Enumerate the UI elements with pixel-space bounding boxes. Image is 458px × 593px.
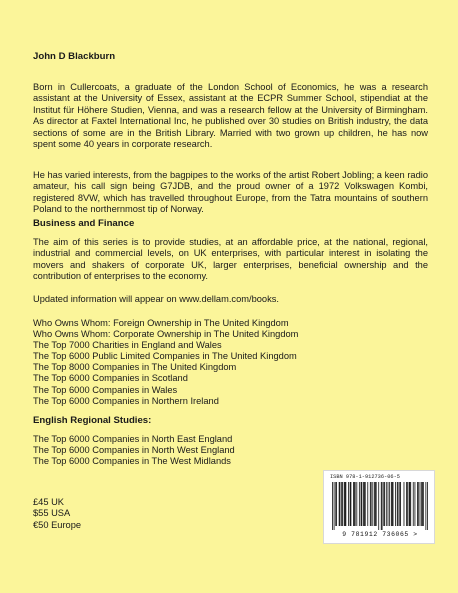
list-item: The Top 6000 Companies in North West England <box>33 445 235 456</box>
list-item: The Top 8000 Companies in The United Kingdom <box>33 362 237 373</box>
update-note: Updated information will appear on www.dellam.com/books. <box>33 294 279 304</box>
list-item: Who Owns Whom: Foreign Ownership in The United Kingdom <box>33 318 289 328</box>
list-item: The Top 7000 Charities in England and Wales <box>33 340 222 351</box>
isbn-barcode <box>323 470 435 544</box>
price-list <box>33 497 81 531</box>
regional-heading: English Regional Studies: <box>33 415 152 426</box>
price-europe: €50 Europe <box>33 519 82 530</box>
price-uk: £45 UK <box>33 497 65 507</box>
author-bio-paragraph-2: He has varied interests, from the bagpipes to the works of the artist Robert Jobling; a keen radio amateur, his call sign being G7JDB, and the proud owner of a 1972 Volkswagen Kombi, registered 8VW, which has travelled throughout Europe, from the Tatra mountains of southern Poland to the northernmost tip of Norway. <box>33 170 428 215</box>
list-item: The Top 6000 Companies in Scotland <box>33 373 188 384</box>
list-item: The Top 6000 Public Limited Companies in The United Kingdom <box>33 351 297 362</box>
list-item: The Top 6000 Companies in North East England <box>33 434 233 444</box>
isbn-label: ISBN 978-1-912736-06-5 <box>330 474 400 480</box>
series-description: The aim of this series is to provide studies, at an affordable price, at the national, regional, industrial and commercial levels, on UK enterprises, with particular interest in isolating the movers and shakers of corporate UK, larger enterprises, beneficial ownership and the contribution of enterprises to the economy. <box>33 237 428 282</box>
series-title-list <box>33 318 298 407</box>
list-item: The Top 6000 Companies in Northern Ireland <box>33 395 219 406</box>
author-name: John D Blackburn <box>33 51 116 62</box>
regional-title-list <box>33 434 235 467</box>
list-item: Who Owns Whom: Corporate Ownership in The United Kingdom <box>33 329 299 340</box>
list-item: The Top 6000 Companies in Wales <box>33 384 178 395</box>
barcode-digits: 9 781912 736065 > <box>342 531 418 538</box>
price-usa: $55 USA <box>33 508 71 519</box>
series-heading: Business and Finance <box>33 218 135 229</box>
list-item: The Top 6000 Companies in The West Midlands <box>33 456 231 467</box>
barcode-bars-icon <box>332 482 428 530</box>
author-bio-paragraph-1: Born in Cullercoats, a graduate of the London School of Economics, he was a research assistant at the University of Essex, assistant at the ECPR Summer School, stipendiat at the Institut für Höhere Studien, Vienna, and was a research fellow at the University of Birmingham. As director at Faxtel International Inc, he published over 30 studies on British industry, the data sections of some are in the British Library. Married with two grown up children, he has now spent some 40 years in corporate research. <box>33 82 428 150</box>
